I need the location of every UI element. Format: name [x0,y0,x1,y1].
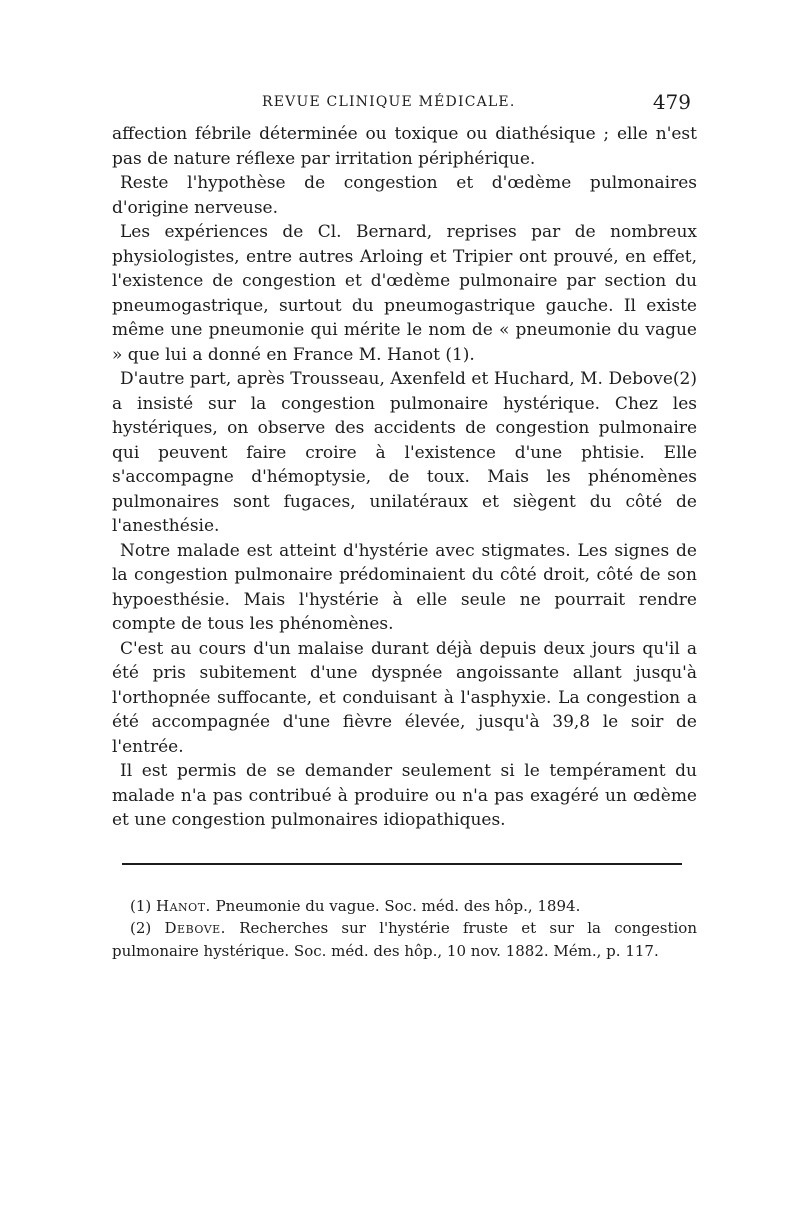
footnote-author: Debove. [164,919,226,937]
page-number: 479 [652,90,691,114]
running-title: REVUE CLINIQUE MÉDICALE. [262,94,516,110]
footnote [112,895,697,918]
footnote-marker: (2) [130,919,152,937]
footnotes [112,895,697,963]
footnote-text: Pneumonie du vague. Soc. méd. des hôp., 1894. [215,896,581,915]
paragraph: Reste l'hypothèse de congestion et d'œdème pulmonaires d'origine nerveuse. [112,173,697,218]
paragraph: D'autre part, après Trousseau, Axenfeld et Huchard, M. Debove(2) a insisté sur la congestion pulmonaire hystérique. Chez les hystériques, on observe des accidents de congestion pulmonaire qui peuvent faire croire à l'existence d'une phtisie. Elle s'accompagne d'hémoptysie, de toux. Mais les phénomènes pulmonaires sont fugaces, unilatéraux et siègent du côté de l'anesthésie. [112,369,697,536]
paragraph: Les expériences de Cl. Bernard, reprises par de nombreux physiologistes, entre autres Arloing et Tripier ont prouvé, en effet, l'existence de congestion et d'œdème pulmonaire par section du pneumogastrique, surtout du pneumogastrique gauche. Il existe même une pneumonie qui mérite le nom de « pneumonie du vague » que lui a donné en France M. Hanot (1). [112,222,697,365]
book-page [112,90,697,962]
body-text [112,122,697,833]
footnote-author: Hanot. [156,896,211,915]
paragraph: C'est au cours d'un malaise durant déjà depuis deux jours qu'il a été pris subitement d'une dyspnée angoissante allant jusqu'à l'orthopnée suffocante, et conduisant à l'asphyxie. La congestion a été accompagnée d'une fièvre élevée, jusqu'à 39,8 le soir de l'entrée. [112,638,697,757]
paragraph: Notre malade est atteint d'hystérie avec stigmates. Les signes de la congestion pulmonaire prédominaient du côté droit, côté de son hypoesthésie. Mais l'hystérie à elle seule ne pourrait rendre compte de tous les phénomènes. [112,540,697,634]
footnote-text: Recherches sur l'hystérie fruste et sur la congestion pulmonaire hystérique. Soc. méd. des hôp., 10 nov. 1882. Mém., p. 117. [112,919,697,960]
running-head [112,90,697,122]
paragraph: affection fébrile déterminée ou toxique ou diathésique ; elle n'est pas de nature réflexe par irritation périphérique. [112,124,697,169]
footnote [112,917,697,962]
footnote-divider [122,863,682,865]
footnote-marker: (1) [130,896,152,915]
paragraph: Il est permis de se demander seulement si le tempérament du malade n'a pas contribué à produire ou n'a pas exagéré un œdème et une congestion pulmonaires idiopathiques. [112,761,697,830]
